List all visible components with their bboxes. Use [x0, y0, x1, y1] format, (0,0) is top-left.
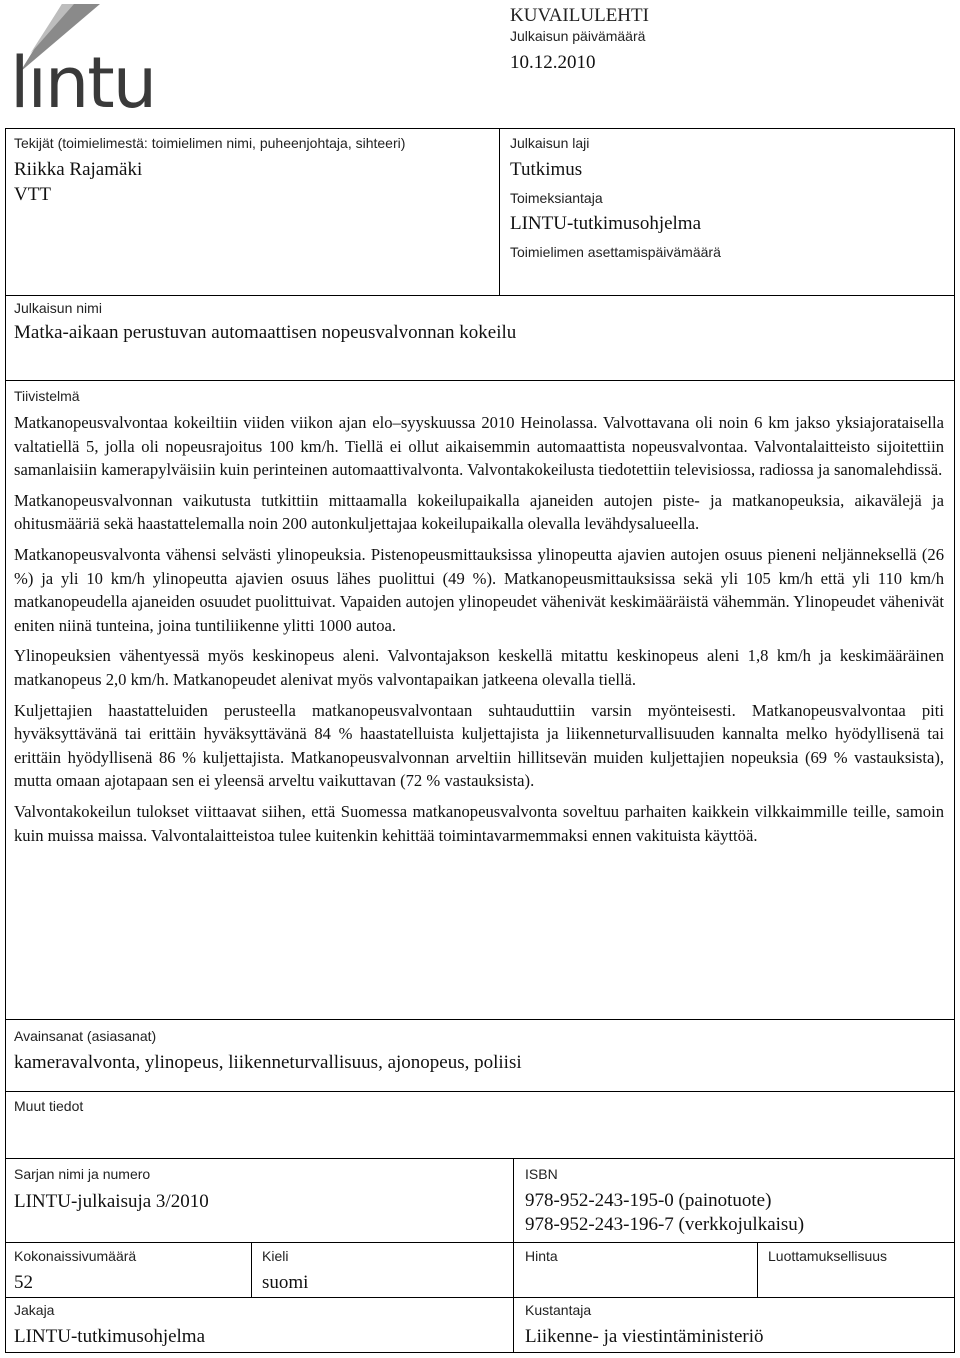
authors-divider — [499, 128, 500, 296]
title-label: Julkaisun nimi — [14, 300, 102, 316]
other-info-label: Muut tiedot — [14, 1098, 84, 1114]
abstract-paragraph: Matkanopeusvalvontaa kokeiltiin viiden viikon ajan elo–syyskuussa 2010 Heinolassa. Valvottavana oli noin 6 km jakso yksiajorataisella valtatiellä 5, jolla oli nopeusrajoitus 100 km/h. Tiellä ei ollut aikaisemmin automaattista nopeusvalvontaa. Valvontalaitteisto sijoitettiin samanlaisiin kamerapylväisiin kuin perinteinen automaattivalvonta. Valvontakokeilusta tiedotettiin televisiossa, radiossa ja sanomalehdissä. — [14, 413, 944, 480]
isbn-online: 978-952-243-196-7 (verkkojulkaisu) — [525, 1214, 805, 1235]
abstract-paragraph: Ylinopeuksien vähentyessä myös keskinopeus aleni. Valvontajakson keskellä mitattu keskinopeus aleni 1,8 km/h ja keskimääräinen matkanopeus 2,0 km/h. Matkanopeudet alenivat myös valvontapaikan jatkeena olevalla tiellä. — [14, 646, 944, 689]
keywords-label: Avainsanat (asiasanat) — [14, 1028, 157, 1044]
other-info-box — [5, 1091, 955, 1159]
authors-label: Tekijät (toimielimestä: toimielimen nimi, puheenjohtaja, sihteeri) — [14, 135, 406, 151]
author-org: VTT — [14, 184, 51, 205]
keywords: kameravalvonta, ylinopeus, liikenneturvallisuus, ajonopeus, poliisi — [14, 1052, 522, 1073]
pages: 52 — [14, 1272, 33, 1293]
grid-hline-1 — [5, 1242, 955, 1243]
series-label: Sarjan nimi ja numero — [14, 1166, 151, 1182]
lintu-logo — [10, 2, 155, 124]
language-label: Kieli — [262, 1248, 289, 1264]
pub-type: Tutkimus — [510, 159, 583, 180]
publisher-label: Kustantaja — [525, 1302, 592, 1318]
abstract-paragraph: Valvontakokeilun tulokset viittaavat siihen, että Suomessa matkanopeusvalvonta soveltuu parhaiten kaikkein vilkkaimmille teille, samoin kuin muissa maissa. Valvontalaitteistoa tulee kuitenkin kehittää toimintavarmemmaksi ennen vakituista käyttöä. — [14, 801, 944, 845]
grid-hline-2 — [5, 1297, 955, 1298]
abstract-paragraph: Matkanopeusvalvonnan vaikutusta tutkittiin mittaamalla kokeilupaikalla ajaneiden autojen piste- ja matkanopeuksia, aikavälejä ja ohitusmääriä sekä haastattelemalla noin 200 autonkuljettajaa kokeilupaikalla olevalla levähdysalueella. — [14, 490, 944, 534]
abstract-text — [14, 411, 944, 854]
confidentiality-label: Luottamuksellisuus — [768, 1248, 888, 1264]
pages-label: Kokonaissivumäärä — [14, 1248, 137, 1264]
abstract-paragraph: Matkanopeusvalvonta vähensi selvästi ylinopeuksia. Pistenopeusmittauksissa ylinopeutta ajavien autojen osuus pieneni neljänneksellä (26 %) ja yli 10 km/h ylinopeutta ajavien osuus lähes puolittui (49 %). Matkanopeusmittauksissa sekä yli 105 km/h että yli 110 km/h matkanopeudella ajaneiden osuudet puolittuivat. Vapaiden autojen ylinopeudet vähenivät keskimääräistä vähemmän. Ylinopeudet vähenivät eniten niinä tunteina, joina tuntiliikenne ylitti 1000 autoa. — [14, 544, 944, 635]
language: suomi — [262, 1272, 309, 1293]
author-name: Riikka Rajamäki — [14, 159, 143, 180]
commissioner-label: Toimeksiantaja — [510, 190, 603, 206]
distributor: LINTU-tutkimusohjelma — [14, 1326, 206, 1347]
abstract-paragraph: Kuljettajien haastatteluiden perusteella matkanopeusvalvontaan suhtauduttiin varsin myönteisesti. Matkanopeusvalvontaa piti hyväksyttävänä tai erittäin hyväksyttävänä 84 % haastatelluista kuljettajista ja liikenneturvallisuuden kannalta melko hyödyllisenä tai erittäin hyödyllisenä 86 % kuljettajista. Matkanopeusvalvonnan arveltiin hillitsevän muiden kuljettajien nopeuksia (69 % vastauksista), mutta omaan ajotapaan sen ei yleensä arveltu vaikuttavan (72 % vastauksista). — [14, 700, 944, 791]
grid-vline-center — [513, 1158, 514, 1353]
doc-type: KUVAILULEHTI — [510, 5, 649, 26]
pub-date: 10.12.2010 — [510, 52, 596, 73]
commissioner: LINTU-tutkimusohjelma — [510, 213, 702, 234]
distributor-label: Jakaja — [14, 1302, 55, 1318]
isbn-print: 978-952-243-195-0 (painotuote) — [525, 1190, 772, 1211]
series: LINTU-julkaisuja 3/2010 — [14, 1191, 209, 1212]
logo-wordmark: lıntu — [10, 42, 156, 124]
appointment-date-label: Toimielimen asettamispäivämäärä — [510, 244, 721, 260]
publisher: Liikenne- ja viestintäministeriö — [525, 1326, 764, 1347]
abstract-label: Tiivistelmä — [14, 388, 80, 404]
grid-vline-left — [251, 1242, 252, 1298]
publication-title: Matka-aikaan perustuvan automaattisen nopeusvalvonnan kokeilu — [14, 322, 517, 343]
pub-date-label: Julkaisun päivämäärä — [510, 28, 646, 44]
grid-vline-right — [757, 1242, 758, 1298]
pub-type-label: Julkaisun laji — [510, 135, 590, 151]
isbn-label: ISBN — [525, 1166, 558, 1182]
authors-box — [5, 128, 955, 296]
price-label: Hinta — [525, 1248, 558, 1264]
